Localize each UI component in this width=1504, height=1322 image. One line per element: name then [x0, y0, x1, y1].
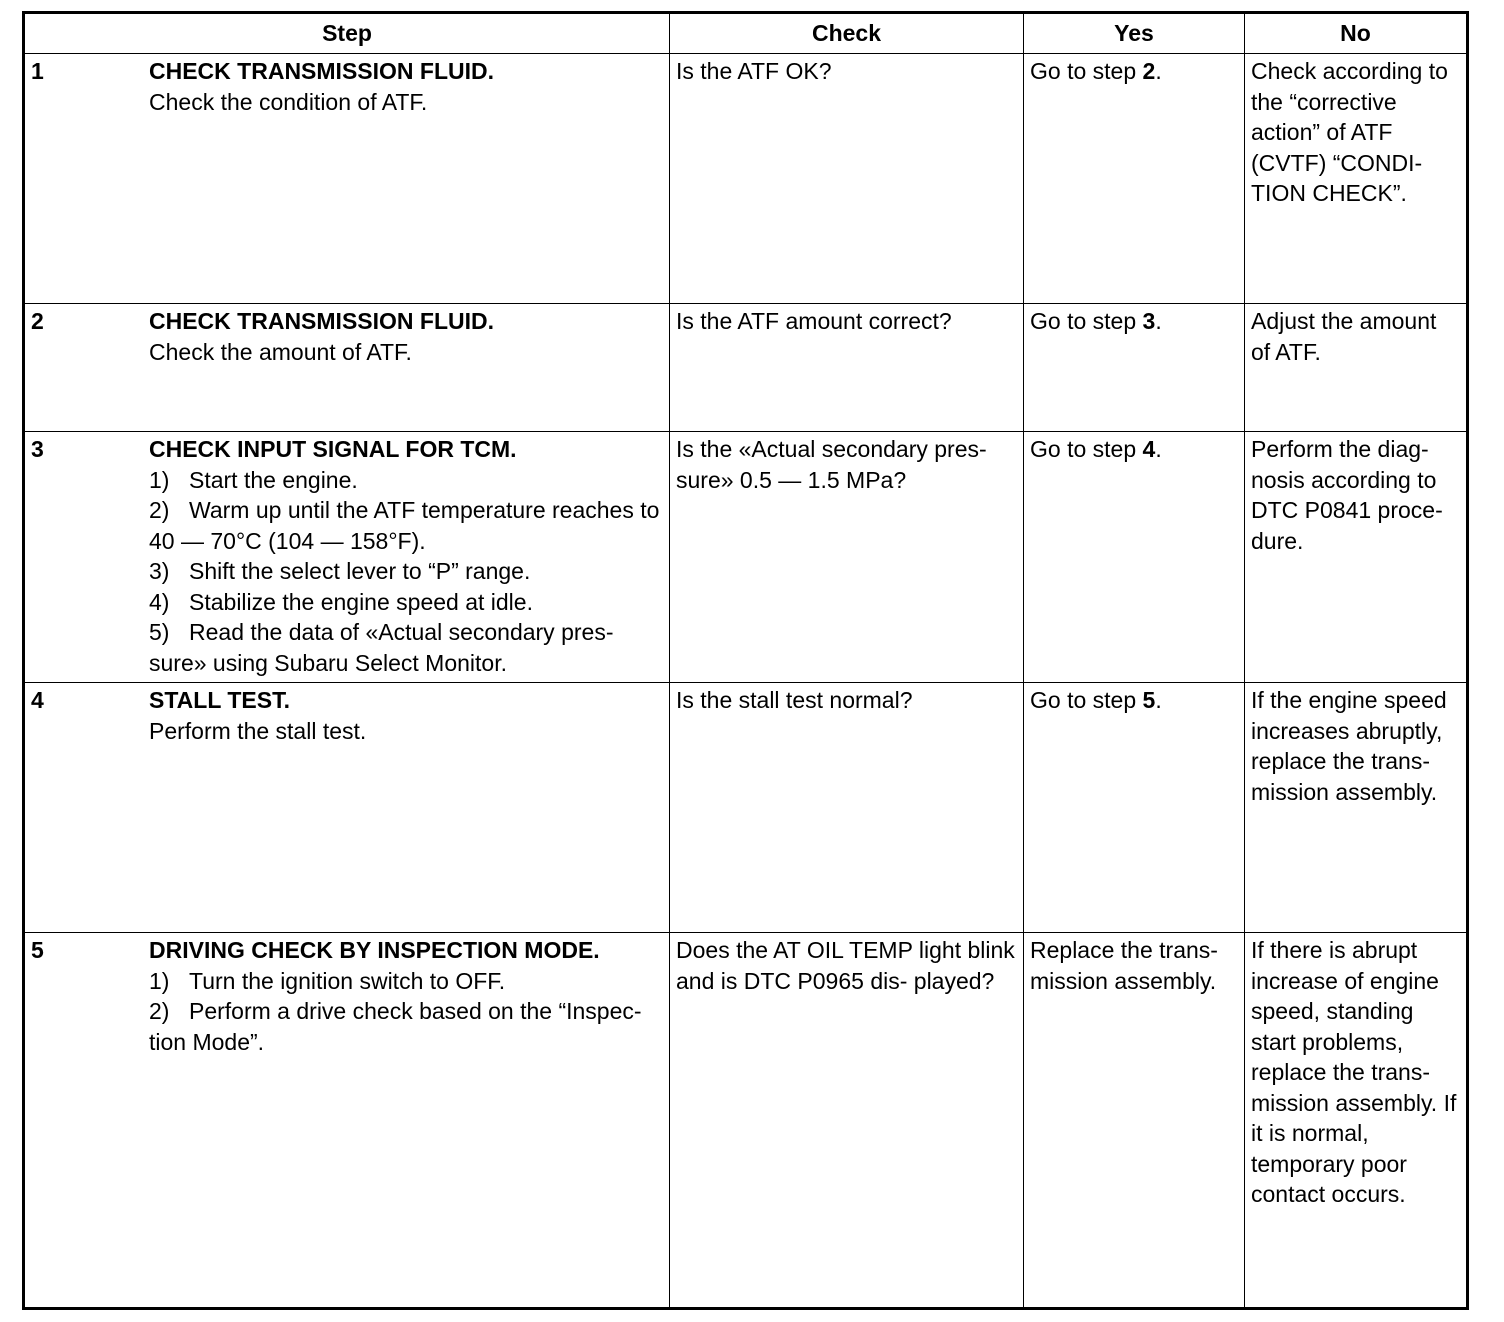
- step-number: 1: [31, 58, 44, 84]
- yes-step-ref: 3: [1142, 308, 1156, 334]
- header-yes: Yes: [1024, 13, 1245, 54]
- table-row: [24, 683, 1468, 933]
- step-cell: [24, 683, 670, 933]
- yes-cell: [1024, 683, 1245, 933]
- procedure-item: [149, 617, 663, 678]
- yes-step-ref: 4: [1142, 436, 1156, 462]
- yes-cell: [1024, 432, 1245, 683]
- item-number: 1): [149, 466, 170, 493]
- step-title: STALL TEST.: [149, 687, 290, 713]
- yes-text: Go to step: [1030, 58, 1143, 84]
- item-number: 2): [149, 497, 170, 523]
- header-step: Step: [24, 13, 670, 54]
- step-cell: [24, 432, 670, 683]
- step-description: Perform the stall test.: [149, 717, 367, 744]
- check-cell: Does the AT OIL TEMP light blink and is DTC P0965 dis- played?: [670, 933, 1024, 1309]
- yes-cell: [1024, 304, 1245, 432]
- yes-suffix: .: [1155, 687, 1162, 713]
- item-text: Read the data of «Actual secondary pres- sure» using Subaru Select Monitor.: [149, 619, 614, 676]
- item-text: Stabilize the engine speed at idle.: [189, 588, 533, 615]
- no-cell: Perform the diag- nosis according to DTC P0841 proce- dure.: [1245, 432, 1468, 683]
- yes-cell: [1024, 933, 1245, 1309]
- procedure-item: [149, 966, 663, 997]
- step-number: 2: [31, 308, 44, 334]
- yes-cell: [1024, 54, 1245, 304]
- procedure-item: [149, 556, 663, 587]
- item-number: 4): [149, 588, 170, 615]
- header-no: No: [1245, 13, 1468, 54]
- procedure-item: [149, 495, 663, 556]
- no-cell: If there is abrupt increase of engine speed, standing start problems, replace the trans- mission assembly. If it is normal, temporary poor contact occurs.: [1245, 933, 1468, 1309]
- no-cell: Adjust the amount of ATF.: [1245, 304, 1468, 432]
- check-cell: Is the ATF OK?: [670, 54, 1024, 304]
- procedure-item: [149, 587, 663, 618]
- item-text: Perform a drive check based on the “Inspec- tion Mode”.: [149, 998, 642, 1055]
- yes-suffix: .: [1155, 436, 1162, 462]
- step-title: CHECK TRANSMISSION FLUID.: [149, 308, 494, 334]
- yes-text: Go to step: [1030, 308, 1143, 334]
- step-title: CHECK TRANSMISSION FLUID.: [149, 58, 494, 84]
- table-row: [24, 432, 1468, 683]
- yes-text: Go to step: [1030, 687, 1143, 713]
- header-check: Check: [670, 13, 1024, 54]
- check-cell: Is the ATF amount correct?: [670, 304, 1024, 432]
- diagnosis-table: [22, 11, 1469, 1310]
- yes-text: Replace the trans- mission assembly.: [1030, 937, 1218, 994]
- yes-step-ref: 2: [1142, 58, 1156, 84]
- item-text: Shift the select lever to “P” range.: [189, 558, 531, 584]
- header-row: [24, 13, 1468, 54]
- step-title: DRIVING CHECK BY INSPECTION MODE.: [149, 937, 600, 963]
- item-text: Warm up until the ATF temperature reaches to 40 — 70°C (104 — 158°F).: [149, 497, 660, 554]
- table-row: [24, 933, 1468, 1309]
- step-cell: [24, 933, 670, 1309]
- step-description: Check the amount of ATF.: [149, 338, 412, 365]
- step-number: 5: [31, 937, 44, 963]
- step-cell: [24, 304, 670, 432]
- item-number: 1): [149, 967, 170, 994]
- item-number: 3): [149, 558, 170, 584]
- item-text: Start the engine.: [189, 466, 358, 493]
- item-number: 2): [149, 998, 170, 1024]
- yes-suffix: .: [1155, 58, 1162, 84]
- yes-suffix: .: [1155, 308, 1162, 334]
- yes-text: Go to step: [1030, 436, 1143, 462]
- check-cell: Is the «Actual secondary pres- sure» 0.5 — 1.5 MPa?: [670, 432, 1024, 683]
- step-cell: [24, 54, 670, 304]
- yes-step-ref: 5: [1142, 687, 1156, 713]
- item-text: Turn the ignition switch to OFF.: [189, 967, 506, 994]
- procedure-item: [149, 465, 663, 496]
- table-row: [24, 304, 1468, 432]
- step-description: Check the condition of ATF.: [149, 88, 428, 115]
- procedure-item: [149, 996, 663, 1057]
- no-cell: If the engine speed increases abruptly, replace the trans- mission assembly.: [1245, 683, 1468, 933]
- table-row: [24, 54, 1468, 304]
- step-number: 4: [31, 687, 44, 713]
- step-title: CHECK INPUT SIGNAL FOR TCM.: [149, 436, 517, 462]
- check-cell: Is the stall test normal?: [670, 683, 1024, 933]
- step-number: 3: [31, 436, 44, 462]
- no-cell: Check according to the “corrective action” of ATF (CVTF) “CONDI- TION CHECK”.: [1245, 54, 1468, 304]
- item-number: 5): [149, 619, 170, 645]
